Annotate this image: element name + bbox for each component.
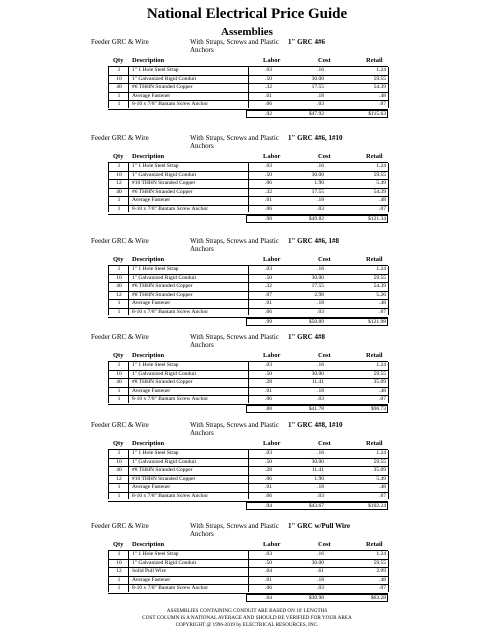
item-cost: 1.90 <box>314 180 324 187</box>
total-box <box>246 502 388 510</box>
column-rule <box>108 551 109 592</box>
item-retail: 54.39 <box>373 283 386 290</box>
labor-header: Labor <box>263 352 281 359</box>
item-retail: .07 <box>379 308 386 315</box>
total-retail: $121.34 <box>368 215 386 222</box>
column-rule <box>248 266 249 315</box>
item-retail: 59.55 <box>373 458 386 465</box>
item-labor: .04 <box>265 568 272 575</box>
item-cost: 11.41 <box>311 379 324 386</box>
item-description: #8 THHN Stranded Copper <box>132 379 193 386</box>
total-retail: $96.73 <box>370 405 386 412</box>
item-description: Average Fastener <box>132 576 171 583</box>
column-rule <box>108 266 109 315</box>
item-retail: 1.24 <box>376 551 386 557</box>
assembly-category: Feeder GRC & Wire <box>91 522 149 530</box>
assembly-code: 1" GRC 4#8, 1#10 <box>288 421 343 429</box>
item-cost: .18 <box>317 92 324 99</box>
item-qty: 1 <box>117 492 121 499</box>
item-description: Average Fastener <box>132 197 171 204</box>
item-labor: .03 <box>265 551 272 557</box>
cost-header: Cost <box>318 352 331 359</box>
item-cost: .16 <box>317 362 324 368</box>
labor-header: Labor <box>263 440 281 447</box>
total-row <box>108 110 388 118</box>
item-labor: .06 <box>265 396 272 403</box>
retail-header: Retail <box>366 153 383 160</box>
footer-line: COPYRIGHT @ 1996-2019 by ELECTRICAL RESOURCES, INC. <box>175 622 319 628</box>
item-cost: 30.00 <box>311 559 324 566</box>
page-subtitle: Assemblies <box>221 26 273 38</box>
item-cost: 17.55 <box>311 84 324 91</box>
line-items <box>0 67 494 118</box>
assembly-section <box>0 38 494 124</box>
column-header-row <box>0 256 494 265</box>
item-labor: .50 <box>265 171 272 178</box>
item-qty: 1 <box>117 387 121 394</box>
item-labor: .50 <box>265 75 272 82</box>
item-retail: 5.26 <box>376 291 386 298</box>
item-qty: 40 <box>116 84 122 91</box>
cost-header: Cost <box>318 440 331 447</box>
item-qty: 1 <box>117 362 121 368</box>
item-description: 8-10 x 7/8" Bantam Screw Anchor <box>132 585 209 592</box>
assembly-description: With Straps, Screws and Plastic Anchors <box>190 522 279 538</box>
assembly-description: With Straps, Screws and Plastic Anchors <box>190 333 279 349</box>
item-retail: .48 <box>379 92 386 99</box>
item-labor: .01 <box>265 197 272 204</box>
line-items <box>0 551 494 602</box>
item-description: #6 THHN Stranded Copper <box>132 84 193 91</box>
item-qty: 12 <box>116 180 122 187</box>
item-retail: .07 <box>379 101 386 108</box>
item-cost: 17.55 <box>311 188 324 195</box>
item-cost: .03 <box>317 585 324 592</box>
item-labor: .06 <box>265 101 272 108</box>
total-retail: $115.63 <box>368 110 386 117</box>
column-rule <box>388 266 389 315</box>
item-description: #8 THHN Stranded Copper <box>132 291 193 298</box>
item-description: 1" Galvanized Rigid Conduit <box>132 75 197 82</box>
total-row <box>108 318 388 326</box>
column-rule <box>388 450 389 499</box>
assembly-category: Feeder GRC & Wire <box>91 421 149 429</box>
assembly-description: With Straps, Screws and Plastic Anchors <box>190 38 279 54</box>
item-labor: .06 <box>265 308 272 315</box>
column-rule <box>388 67 389 108</box>
item-description: Solid Pull Wire <box>132 568 166 575</box>
column-rule <box>388 362 389 403</box>
item-cost: .18 <box>317 387 324 394</box>
item-labor: .03 <box>265 163 272 169</box>
item-cost: .18 <box>317 484 324 491</box>
assembly-section <box>0 237 494 323</box>
total-row <box>108 405 388 413</box>
labor-header: Labor <box>263 57 281 64</box>
item-cost: 30.00 <box>311 75 324 82</box>
assembly-category: Feeder GRC & Wire <box>91 237 149 245</box>
item-qty: 1 <box>117 396 121 403</box>
footer-notes <box>0 608 494 629</box>
item-qty: 1 <box>117 205 121 212</box>
item-cost: 30.00 <box>311 458 324 465</box>
item-retail: 59.55 <box>373 559 386 566</box>
item-description: 8-10 x 7/8" Bantam Screw Anchor <box>132 308 209 315</box>
item-cost: .16 <box>317 163 324 169</box>
item-cost: .16 <box>317 450 324 456</box>
item-qty: 40 <box>116 188 122 195</box>
item-qty: 10 <box>116 559 122 566</box>
description-header: Description <box>132 440 165 447</box>
description-header: Description <box>132 153 165 160</box>
total-cost: $49.82 <box>308 215 324 222</box>
total-retail: $63.28 <box>370 594 386 601</box>
item-qty: 12 <box>116 291 122 298</box>
item-labor: .01 <box>265 387 272 394</box>
assembly-code: 1" GRC 4#6, 1#10 <box>288 134 343 142</box>
total-labor: .94 <box>265 502 272 509</box>
item-cost: .18 <box>317 197 324 204</box>
item-description: #6 THHN Stranded Copper <box>132 283 193 290</box>
item-cost: .16 <box>317 67 324 73</box>
total-box <box>246 405 388 413</box>
item-retail: 1.24 <box>376 67 386 73</box>
total-labor: .92 <box>265 110 272 117</box>
column-rule <box>248 163 249 212</box>
assembly-category: Feeder GRC & Wire <box>91 38 149 46</box>
total-cost: $43.67 <box>308 502 324 509</box>
assembly-code: 1" GRC 4#8 <box>288 333 325 341</box>
page-title: National Electrical Price Guide <box>146 6 348 22</box>
item-labor: .32 <box>265 283 272 290</box>
column-rule <box>248 551 249 592</box>
item-cost: .18 <box>317 300 324 307</box>
item-description: 1" Galvanized Rigid Conduit <box>132 171 197 178</box>
total-retail: $102.24 <box>368 502 386 509</box>
qty-header: Qty <box>113 57 124 64</box>
item-labor: .01 <box>265 576 272 583</box>
item-retail: .48 <box>379 197 386 204</box>
cost-header: Cost <box>318 57 331 64</box>
qty-header: Qty <box>113 256 124 263</box>
assembly-description: With Straps, Screws and Plastic Anchors <box>190 421 279 437</box>
item-retail: 1.24 <box>376 450 386 456</box>
assembly-category: Feeder GRC & Wire <box>91 333 149 341</box>
column-rule <box>128 551 129 592</box>
item-labor: .50 <box>265 559 272 566</box>
item-description: #10 THHN Stranded Copper <box>132 180 196 187</box>
total-labor: .99 <box>265 318 272 325</box>
column-rule <box>248 450 249 499</box>
total-box <box>246 110 388 118</box>
item-qty: 1 <box>117 67 121 73</box>
item-qty: 1 <box>117 484 121 491</box>
item-labor: .01 <box>265 484 272 491</box>
item-qty: 1 <box>117 92 121 99</box>
item-retail: .07 <box>379 585 386 592</box>
item-retail: 35.09 <box>373 467 386 474</box>
item-retail: .07 <box>379 492 386 499</box>
item-retail: .48 <box>379 484 386 491</box>
description-header: Description <box>132 57 165 64</box>
item-cost: 11.41 <box>311 467 324 474</box>
item-retail: 59.55 <box>373 274 386 281</box>
item-qty: 10 <box>116 75 122 82</box>
item-retail: .48 <box>379 387 386 394</box>
item-description: 8-10 x 7/8" Bantam Screw Anchor <box>132 492 209 499</box>
total-box <box>246 594 388 602</box>
item-description: 1" Galvanized Rigid Conduit <box>132 458 197 465</box>
item-description: 1" 1 Hole Steel Strap <box>132 450 179 456</box>
assembly-section <box>0 134 494 220</box>
item-description: 1" 1 Hole Steel Strap <box>132 266 179 272</box>
column-rule <box>128 450 129 499</box>
item-description: 1" Galvanized Rigid Conduit <box>132 559 197 566</box>
item-qty: 40 <box>116 283 122 290</box>
item-qty: 1 <box>117 308 121 315</box>
item-retail: 59.55 <box>373 75 386 82</box>
item-cost: .03 <box>317 492 324 499</box>
total-cost: $30.98 <box>308 594 324 601</box>
line-items <box>0 266 494 326</box>
item-description: 8-10 x 7/8" Bantam Screw Anchor <box>132 101 209 108</box>
labor-header: Labor <box>263 541 281 548</box>
cost-header: Cost <box>318 256 331 263</box>
item-labor: .06 <box>265 205 272 212</box>
item-qty: 10 <box>116 171 122 178</box>
item-cost: .61 <box>317 568 324 575</box>
item-qty: 12 <box>116 475 122 482</box>
item-labor: .01 <box>265 300 272 307</box>
assembly-code: 1" GRC w/Pull Wire <box>288 522 351 530</box>
item-labor: .28 <box>265 379 272 386</box>
item-retail: 5.49 <box>376 180 386 187</box>
retail-header: Retail <box>366 256 383 263</box>
item-qty: 12 <box>116 568 122 575</box>
retail-header: Retail <box>366 541 383 548</box>
retail-header: Retail <box>366 352 383 359</box>
total-row <box>108 594 388 602</box>
item-cost: .18 <box>317 576 324 583</box>
item-labor: .32 <box>265 188 272 195</box>
item-labor: .01 <box>265 92 272 99</box>
footer-line: ASSEMBLIES CONTAINING CONDUIT ARE BASED ON 10' LENGTHS <box>166 608 328 614</box>
assembly-section <box>0 421 494 507</box>
item-labor: .28 <box>265 467 272 474</box>
description-header: Description <box>132 541 165 548</box>
item-description: Average Fastener <box>132 484 171 491</box>
item-cost: 30.00 <box>311 171 324 178</box>
total-labor: .88 <box>265 405 272 412</box>
item-description: Average Fastener <box>132 387 171 394</box>
item-retail: 1.24 <box>376 163 386 169</box>
description-header: Description <box>132 352 165 359</box>
column-rule <box>108 67 109 108</box>
item-description: 8-10 x 7/8" Bantam Screw Anchor <box>132 396 209 403</box>
item-retail: .07 <box>379 396 386 403</box>
line-items <box>0 450 494 510</box>
total-labor: .64 <box>265 594 272 601</box>
item-cost: .16 <box>317 266 324 272</box>
total-cost: $47.92 <box>308 110 324 117</box>
item-description: 1" Galvanized Rigid Conduit <box>132 274 197 281</box>
item-qty: 10 <box>116 274 122 281</box>
column-rule <box>128 67 129 108</box>
item-qty: 40 <box>116 467 122 474</box>
item-cost: .16 <box>317 551 324 557</box>
item-labor: .03 <box>265 67 272 73</box>
assembly-description: With Straps, Screws and Plastic Anchors <box>190 237 279 253</box>
item-retail: 35.09 <box>373 379 386 386</box>
column-header-row <box>0 153 494 162</box>
item-labor: .03 <box>265 266 272 272</box>
assembly-section <box>0 333 494 419</box>
item-description: 1" 1 Hole Steel Strap <box>132 551 179 557</box>
item-description: 1" 1 Hole Steel Strap <box>132 67 179 73</box>
item-qty: 10 <box>116 458 122 465</box>
item-labor: .06 <box>265 492 272 499</box>
item-cost: 30.00 <box>311 370 324 377</box>
item-qty: 1 <box>117 450 121 456</box>
item-qty: 1 <box>117 300 121 307</box>
qty-header: Qty <box>113 352 124 359</box>
item-qty: 1 <box>117 163 121 169</box>
item-qty: 1 <box>117 551 121 557</box>
item-retail: 59.55 <box>373 171 386 178</box>
total-box <box>246 215 388 223</box>
item-labor: .32 <box>265 84 272 91</box>
column-rule <box>108 163 109 212</box>
item-retail: 54.39 <box>373 188 386 195</box>
column-rule <box>108 450 109 499</box>
footer-line: COST COLUMN IS A NATIONAL AVERAGE AND SHOULD BE VERIFIED FOR YOUR AREA <box>142 615 352 621</box>
cost-header: Cost <box>318 153 331 160</box>
item-qty: 1 <box>117 585 121 592</box>
total-box <box>246 318 388 326</box>
item-retail: 1.24 <box>376 362 386 368</box>
item-description: 1" 1 Hole Steel Strap <box>132 362 179 368</box>
assembly-description: With Straps, Screws and Plastic Anchors <box>190 134 279 150</box>
qty-header: Qty <box>113 541 124 548</box>
item-qty: 1 <box>117 576 121 583</box>
item-description: 1" 1 Hole Steel Strap <box>132 163 179 169</box>
item-retail: 2.09 <box>376 568 386 575</box>
column-rule <box>248 362 249 403</box>
item-cost: 17.55 <box>311 283 324 290</box>
qty-header: Qty <box>113 153 124 160</box>
column-rule <box>128 266 129 315</box>
column-rule <box>108 362 109 403</box>
cost-header: Cost <box>318 541 331 548</box>
column-header-row <box>0 57 494 66</box>
item-description: 1" Galvanized Rigid Conduit <box>132 370 197 377</box>
column-rule <box>128 362 129 403</box>
item-retail: 54.39 <box>373 84 386 91</box>
total-retail: $121.98 <box>368 318 386 325</box>
item-labor: .07 <box>265 291 272 298</box>
item-retail: 1.24 <box>376 266 386 272</box>
item-qty: 40 <box>116 379 122 386</box>
item-description: Average Fastener <box>132 92 171 99</box>
item-cost: .03 <box>317 101 324 108</box>
labor-header: Labor <box>263 256 281 263</box>
item-labor: .50 <box>265 458 272 465</box>
total-cost: $50.89 <box>308 318 324 325</box>
assembly-code: 1" GRC 4#6 <box>288 38 325 46</box>
item-qty: 1 <box>117 197 121 204</box>
labor-header: Labor <box>263 153 281 160</box>
column-header-row <box>0 541 494 550</box>
item-qty: 1 <box>117 266 121 272</box>
item-cost: 2.98 <box>314 291 324 298</box>
item-qty: 1 <box>117 101 121 108</box>
total-row <box>108 215 388 223</box>
retail-header: Retail <box>366 57 383 64</box>
item-cost: 30.00 <box>311 274 324 281</box>
item-labor: .06 <box>265 475 272 482</box>
description-header: Description <box>132 256 165 263</box>
assembly-code: 1" GRC 4#6, 1#8 <box>288 237 339 245</box>
item-cost: .03 <box>317 205 324 212</box>
item-description: Average Fastener <box>132 300 171 307</box>
item-labor: .06 <box>265 180 272 187</box>
line-items <box>0 163 494 223</box>
item-description: #6 THHN Stranded Copper <box>132 188 193 195</box>
item-description: 8-10 x 7/8" Bantam Screw Anchor <box>132 205 209 212</box>
retail-header: Retail <box>366 440 383 447</box>
item-labor: .50 <box>265 370 272 377</box>
item-retail: .07 <box>379 205 386 212</box>
assembly-category: Feeder GRC & Wire <box>91 134 149 142</box>
column-header-row <box>0 440 494 449</box>
item-retail: 5.49 <box>376 475 386 482</box>
item-labor: .03 <box>265 362 272 368</box>
total-labor: .98 <box>265 215 272 222</box>
column-rule <box>388 163 389 212</box>
item-description: #10 THHN Stranded Copper <box>132 475 196 482</box>
column-rule <box>388 551 389 592</box>
item-retail: .48 <box>379 576 386 583</box>
item-cost: .03 <box>317 308 324 315</box>
item-description: #8 THHN Stranded Copper <box>132 467 193 474</box>
column-header-row <box>0 352 494 361</box>
item-labor: .06 <box>265 585 272 592</box>
total-row <box>108 502 388 510</box>
item-cost: 1.90 <box>314 475 324 482</box>
line-items <box>0 362 494 413</box>
item-labor: .50 <box>265 274 272 281</box>
item-labor: .03 <box>265 450 272 456</box>
total-cost: $41.78 <box>308 405 324 412</box>
column-rule <box>128 163 129 212</box>
item-cost: .03 <box>317 396 324 403</box>
column-rule <box>248 67 249 108</box>
qty-header: Qty <box>113 440 124 447</box>
item-qty: 10 <box>116 370 122 377</box>
item-retail: 59.55 <box>373 370 386 377</box>
item-retail: .48 <box>379 300 386 307</box>
assembly-section <box>0 522 494 608</box>
